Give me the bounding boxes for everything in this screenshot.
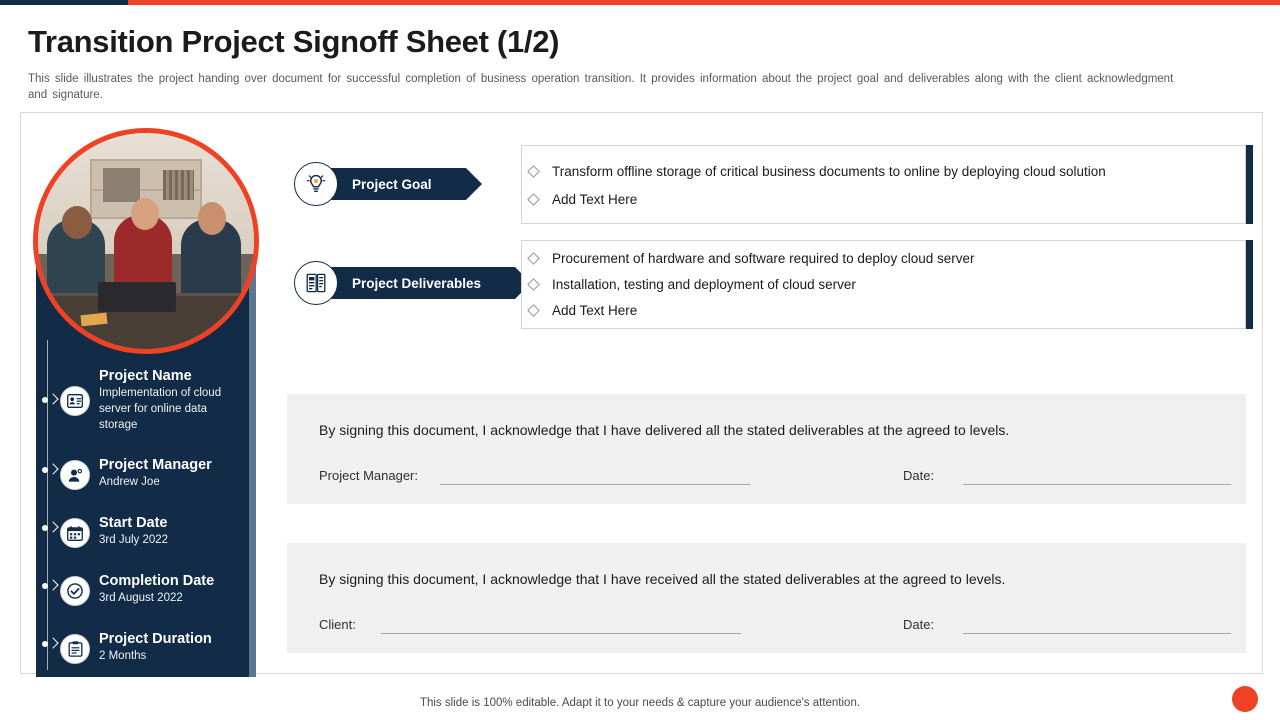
row-text: Add Text Here	[552, 303, 638, 318]
list-item-completion-date	[99, 573, 239, 606]
signoff-manager-date-input-line[interactable]	[963, 484, 1231, 485]
list-item-value: 3rd August 2022	[99, 592, 183, 604]
signoff-manager-date-label: Date:	[903, 468, 935, 483]
row-text: Add Text Here	[552, 192, 638, 207]
diamond-bullet-icon	[527, 193, 540, 206]
list-item-label: Project Manager	[99, 457, 212, 473]
signoff-statement: By signing this document, I acknowledge that I have received all the stated deliverables at the agreed to levels.	[319, 571, 1006, 587]
list-item-value: 2 Months	[99, 650, 147, 662]
footer-accent-dot	[1232, 686, 1258, 712]
team-meeting-photo	[33, 128, 259, 354]
project-goal-row-1	[529, 164, 1229, 179]
user-manager-icon	[60, 460, 90, 490]
section-label-project-deliverables	[294, 261, 515, 305]
list-marker-3	[42, 522, 58, 534]
top-bar-orange-accent	[128, 0, 1280, 5]
signoff-manager-input-line[interactable]	[440, 484, 750, 485]
diamond-bullet-icon	[527, 278, 540, 291]
signoff-client-date-label: Date:	[903, 617, 935, 632]
list-item-project-duration	[99, 631, 239, 664]
diamond-bullet-icon	[527, 252, 540, 265]
page-title: Transition Project Signoff Sheet (1/2)	[28, 24, 560, 59]
top-bar-dark-accent	[0, 0, 128, 5]
list-item-value: Implementation of cloud server for online data storage	[99, 387, 222, 431]
signoff-client-date-input-line[interactable]	[963, 633, 1231, 634]
project-deliverables-row-2	[529, 277, 1229, 292]
lightbulb-icon	[294, 162, 338, 206]
project-goal-box-accent	[1246, 145, 1253, 224]
section-label-text: Project Deliverables	[326, 267, 515, 299]
list-item-project-name	[99, 368, 229, 433]
signoff-client-label: Client:	[319, 617, 356, 632]
list-item-start-date	[99, 515, 229, 548]
list-item-label: Project Name	[99, 368, 192, 384]
project-deliverables-box-accent	[1246, 240, 1253, 329]
list-item-label: Completion Date	[99, 573, 215, 589]
signoff-client-input-line[interactable]	[381, 633, 741, 634]
project-deliverables-row-1	[529, 251, 1229, 266]
list-marker-4	[42, 580, 58, 592]
signoff-manager-label: Project Manager:	[319, 468, 418, 483]
footer-note: This slide is 100% editable. Adapt it to your needs & capture your audience's attention.	[419, 697, 861, 709]
list-marker-5	[42, 638, 58, 650]
signoff-block-manager	[287, 394, 1246, 504]
clipboard-icon	[60, 634, 90, 664]
project-goal-row-2	[529, 192, 1229, 207]
diamond-bullet-icon	[527, 165, 540, 178]
row-text: Installation, testing and deployment of cloud server	[552, 277, 856, 292]
left-panel-connector-line	[47, 340, 48, 670]
signoff-block-client	[287, 543, 1246, 653]
list-item-label: Start Date	[99, 515, 168, 531]
id-card-icon	[60, 386, 90, 416]
section-label-text: Project Goal	[326, 168, 466, 200]
calendar-icon	[60, 518, 90, 548]
list-item-value: Andrew Joe	[99, 476, 160, 488]
check-circle-icon	[60, 576, 90, 606]
project-deliverables-row-3	[529, 303, 1229, 318]
row-text: Transform offline storage of critical business documents to online by deploying cloud solution	[552, 164, 1106, 179]
list-marker-2	[42, 464, 58, 476]
section-label-project-goal	[294, 162, 466, 206]
list-item-label: Project Duration	[99, 631, 212, 647]
list-item-project-manager	[99, 457, 229, 490]
page-subtitle: This slide illustrates the project handing over document for successful completion of business operation transition. It provides information about the project goal and deliverables along with the client acknowledgment and signature.	[28, 73, 1174, 101]
project-goal-box	[521, 145, 1246, 224]
list-item-value: 3rd July 2022	[99, 534, 169, 546]
checklist-icon	[294, 261, 338, 305]
list-marker-1	[42, 394, 58, 406]
signoff-statement: By signing this document, I acknowledge that I have delivered all the stated deliverables at the agreed to levels.	[319, 422, 1010, 438]
row-text: Procurement of hardware and software required to deploy cloud server	[552, 251, 975, 266]
diamond-bullet-icon	[527, 304, 540, 317]
